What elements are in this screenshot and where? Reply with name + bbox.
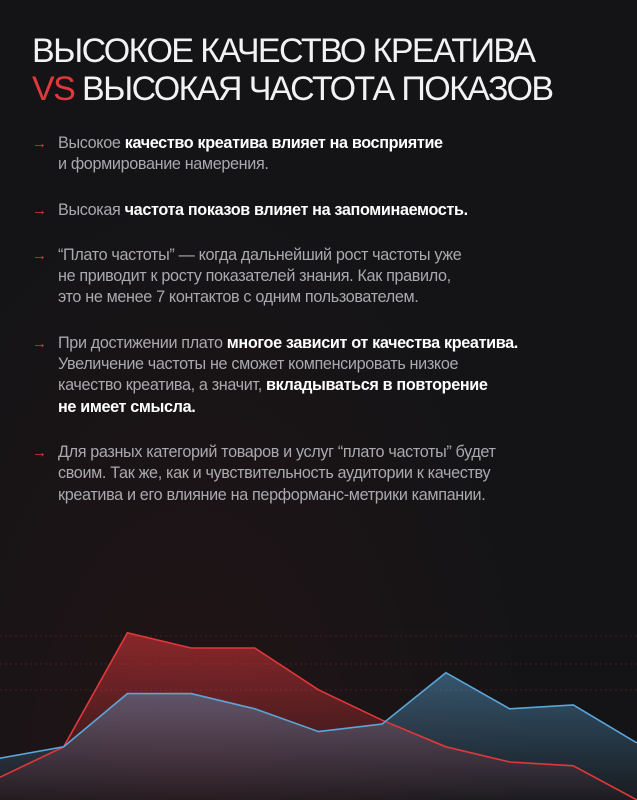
bullet-line — [58, 333, 612, 354]
title-vs: VS — [32, 70, 75, 108]
bullet-text: и формирование намерения. — [58, 155, 269, 174]
bullet-line — [58, 245, 612, 266]
bullet-text: “Плато частоты” — когда дальнейший рост частоты уже — [58, 245, 462, 264]
bullet-text: своим. Так же, как и чувствительность аудитории к качеству — [58, 464, 491, 483]
bullet-text-bold: качество креатива влияет на восприятие — [124, 134, 443, 152]
bullet-line — [58, 200, 612, 221]
bullet-line — [58, 266, 612, 287]
bullet-item — [32, 200, 612, 221]
title-line-2 — [32, 70, 612, 108]
bullet-text: Высокая — [58, 200, 125, 219]
bullet-line — [58, 485, 612, 506]
bullet-line — [58, 375, 612, 396]
bullet-item — [32, 133, 612, 176]
bullet-text: Увеличение частоты не сможет компенсировать низкое — [58, 355, 459, 374]
bullet-line — [58, 442, 612, 463]
bullet-text: Высокое — [58, 134, 125, 152]
arrow-right-icon: → — [32, 201, 47, 219]
arrow-right-icon: → — [32, 246, 47, 264]
chart-grid — [0, 636, 637, 690]
bullet-line — [58, 133, 612, 154]
bullet-item — [32, 245, 612, 309]
bullet-text: качество креатива, а значит, — [58, 376, 266, 395]
bullet-line — [58, 154, 612, 175]
bullet-item — [32, 442, 612, 506]
bullet-item — [32, 333, 612, 418]
arrow-right-icon: → — [32, 135, 47, 152]
bullet-text: креатива и его влияние на перформанс-метрики кампании. — [58, 485, 486, 504]
title-line-1: ВЫСОКОЕ КАЧЕСТВО КРЕАТИВА — [32, 32, 535, 70]
bullet-line — [58, 287, 612, 308]
bullet-text: не приводит к росту показателей знания. Как правило, — [58, 267, 451, 286]
title-line-2-text: ВЫСОКАЯ ЧАСТОТА ПОКАЗОВ — [82, 70, 553, 108]
arrow-right-icon: → — [32, 334, 47, 352]
bullet-text-bold: многое зависит от качества креатива. — [226, 333, 518, 352]
decorative-chart — [0, 600, 637, 800]
bullet-text-bold: не имеет смысла. — [58, 397, 196, 416]
bullet-text-bold: вкладываться в повторение — [266, 376, 488, 395]
page-title — [32, 32, 612, 108]
bullet-text: При достижении плато — [58, 333, 227, 352]
bullet-text-bold: частота показов влияет на запоминаемость. — [124, 200, 468, 219]
arrow-right-icon: → — [32, 443, 47, 461]
bullet-text: это не менее 7 контактов с одним пользователем. — [58, 288, 419, 307]
bullet-line — [58, 354, 612, 375]
bullet-text: Для разных категорий товаров и услуг “плато частоты” будет — [58, 442, 496, 461]
bullet-line — [58, 397, 612, 418]
bullet-line — [58, 463, 612, 484]
bullet-list — [32, 133, 612, 530]
